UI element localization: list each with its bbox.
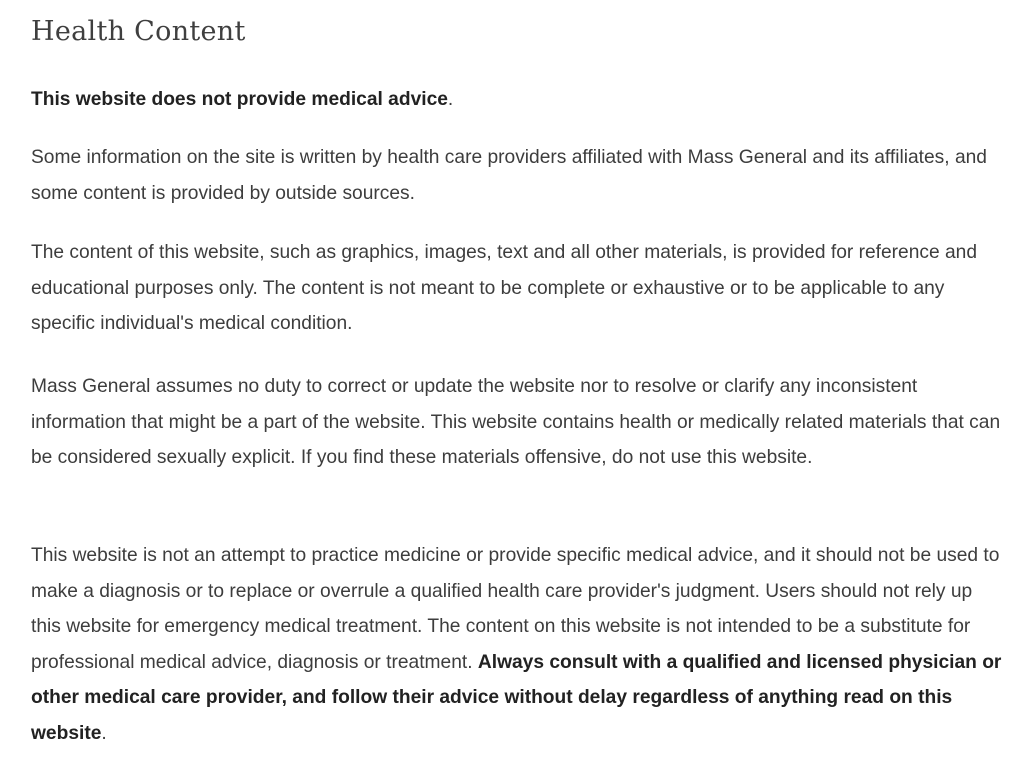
final-paragraph-text: This website is not an attempt to practice medicine or provide specific medical advice, and it should not be used to make a diagnosis or to replace or overrule a qualified health care provider's judgment. Users should not rely up this website for emergency medical treatment. The content on this website is not intended to be a substitute for professional medical advice, diagnosis or treatment. (31, 545, 1000, 673)
no-duty-paragraph: Mass General assumes no duty to correct or update the website nor to resolve or clarify any inconsistent information that might be a part of the website. This website contains health or medically related materials that can be considered sexually explicit. If you find these materials offensive, do not use this website. (31, 376, 1001, 468)
section-heading: Health Content (31, 16, 246, 47)
consult-physician-bold-text: Always consult with a qualified and licensed physician or other medical care provider, and follow their advice without delay regardless of anything read on this website (31, 651, 1002, 744)
disclaimer-bold-text: This website does not provide medical advice (31, 89, 448, 110)
content-sources-paragraph: Some information on the site is written by health care providers affiliated with Mass General and its affiliates, and some content is provided by outside sources. (31, 147, 987, 204)
medical-advice-disclaimer (31, 82, 1006, 118)
not-medical-practice-paragraph (31, 538, 1006, 751)
disclaimer-tail: . (447, 89, 454, 110)
final-paragraph-tail: . (101, 722, 107, 744)
educational-purpose-paragraph: The content of this website, such as graphics, images, text and all other materials, is provided for reference and educational purposes only. The content is not meant to be complete or exhaustive or to be applicable to any specific individual's medical condition. (31, 242, 978, 334)
